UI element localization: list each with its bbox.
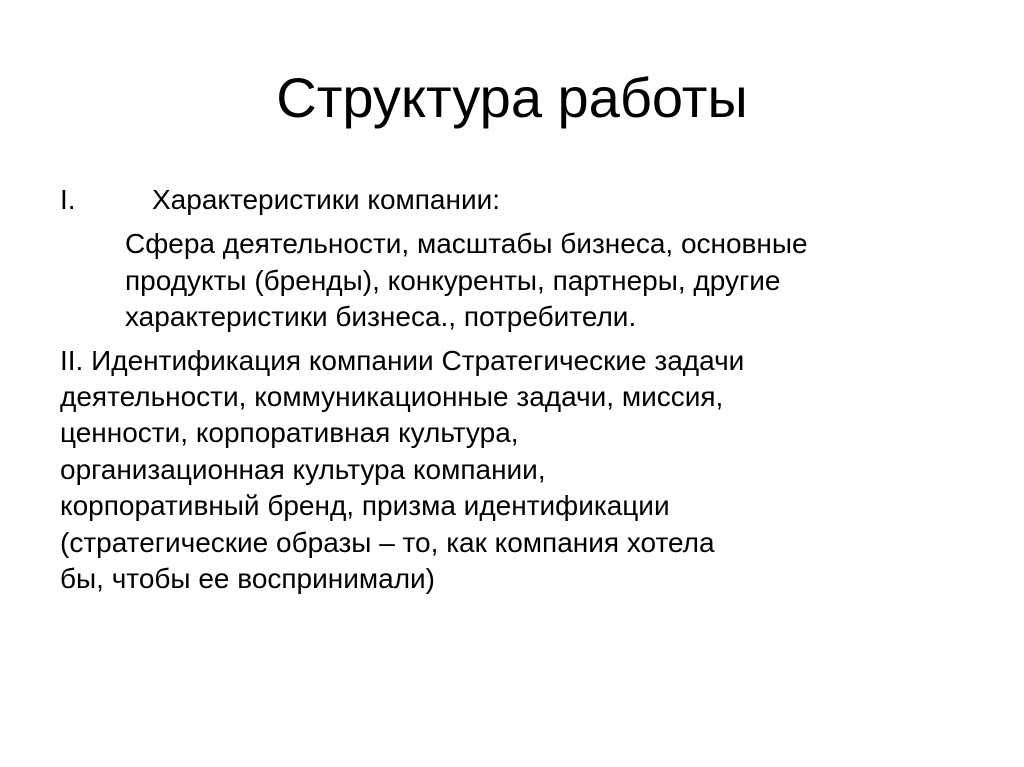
list-item-2-line: организационная культура компании,	[60, 453, 546, 485]
list-item-2-line: ценности, корпоративная культура,	[60, 417, 519, 449]
list-item-2	[60, 343, 990, 598]
list-item-2-first-line	[60, 343, 990, 379]
list-item-1-detail	[60, 226, 990, 335]
list-item-1	[60, 182, 990, 336]
list-item-2-text: Идентификация компании Стратегические задачи	[91, 344, 745, 376]
list-numeral-1: I.	[60, 184, 76, 215]
list-item-2-line: деятельности, коммуникационные задачи, миссия,	[60, 381, 724, 413]
detail-line: Сфера деятельности, масштабы бизнеса, основные	[125, 228, 808, 260]
list-item-1-heading: Характеристики компании:	[152, 184, 501, 215]
detail-line: продукты (бренды), конкуренты, партнеры, другие	[125, 264, 781, 296]
list-item-2-line: бы, чтобы ее воспринимали)	[60, 563, 435, 595]
detail-line: характеристики бизнеса., потребители.	[125, 301, 637, 333]
list-item-2-line: корпоративный бренд, призма идентификации	[60, 490, 670, 522]
list-item-2-line: (стратегические образы – то, как компания хотела	[60, 526, 715, 558]
list-item-1-head	[60, 182, 990, 218]
slide-content	[60, 182, 990, 597]
list-numeral-2: II.	[60, 344, 84, 376]
slide-title: Структура работы	[276, 66, 748, 129]
